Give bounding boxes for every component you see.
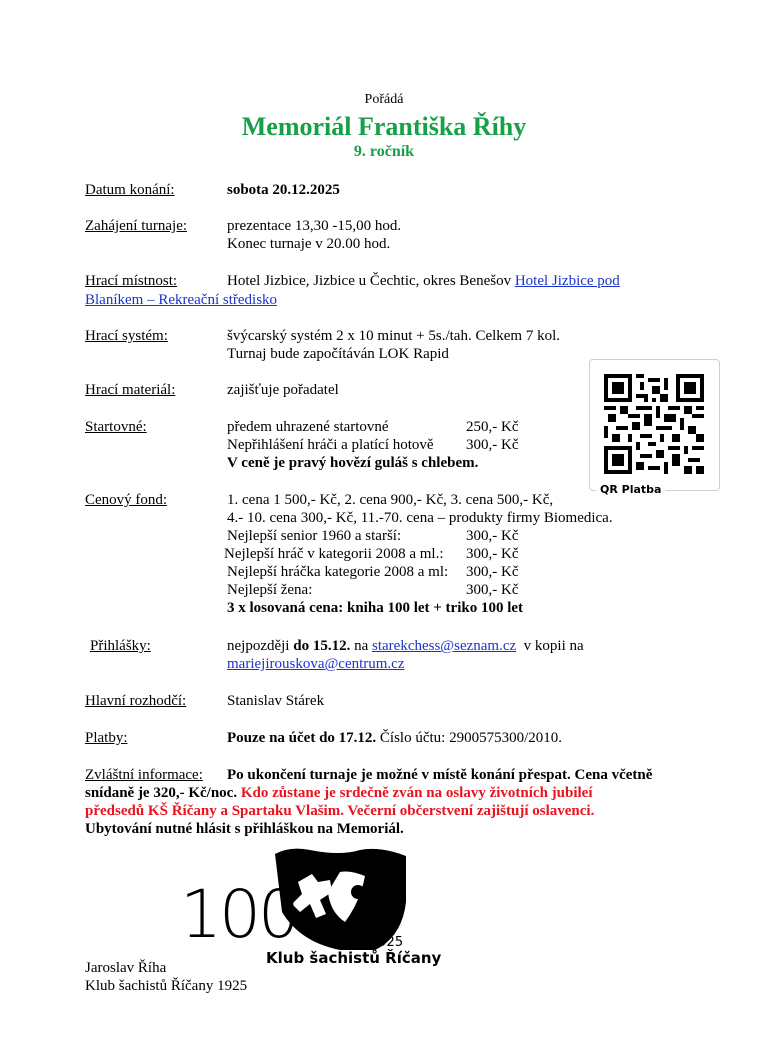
startovne-row1-text: předem uhrazené startovné [227, 419, 389, 435]
fond-label: Cenový fond: [85, 492, 168, 508]
startovne-row1-amount: 250,- Kč [466, 419, 519, 435]
datum-label: Datum konání: [85, 182, 175, 198]
prihlasky-na: na [354, 638, 369, 654]
system-label: Hrací systém: [85, 328, 168, 344]
material-label: Hrací materiál: [85, 382, 176, 398]
zvlastni-line2 [85, 785, 593, 802]
fond-special-amount: 300,- Kč [466, 582, 519, 598]
logo-year: 1925 [370, 935, 404, 950]
hotel-link-continued[interactable]: Blaníkem – Rekreační středisko [85, 292, 278, 308]
platby-rest: Číslo účtu: 2900575300/2010. [379, 730, 563, 746]
mistnost-text: Hotel Jizbice, Jizbice u Čechtic, okres Benešov [227, 273, 512, 289]
qr-payment-box [589, 359, 720, 496]
prihlasky-line1 [227, 638, 584, 655]
qr-caption: QR Platba [596, 483, 665, 496]
platby-bold: Pouze na účet do 17.12. [227, 730, 377, 746]
startovne-row2-text: Nepřihlášení hráči a platící hotově [227, 437, 434, 453]
fond-special-text: Nejlepší hráčka kategorie 2008 a ml: [227, 564, 449, 580]
platby-label: Platby: [85, 730, 128, 746]
zvlastni-invitation: Kdo zůstane je srdečně zván na oslavy životních jubileí [240, 785, 593, 801]
rozhodci-label: Hlavní rozhodčí: [85, 693, 187, 709]
qr-code-icon [604, 374, 704, 474]
system-line2: Turnaj bude započítáván LOK Rapid [227, 346, 449, 362]
zahajeni-line2: Konec turnaje v 20.00 hod. [227, 236, 391, 252]
material-value: zajišťuje pořadatel [227, 382, 339, 398]
fond-special-text: Nejlepší žena: [227, 582, 313, 598]
datum-value: sobota 20.12.2025 [227, 182, 340, 198]
startovne-note: V ceně je pravý hovězí guláš s chlebem. [227, 455, 479, 471]
zahajeni-line1: prezentace 13,30 -15,00 hod. [227, 218, 402, 234]
logo-number: 100 [180, 876, 297, 953]
email-link-jirouskova[interactable]: mariejirouskova@centrum.cz [227, 656, 405, 672]
club-logo [180, 842, 442, 972]
fond-special-text: Nejlepší senior 1960 a starší: [227, 528, 402, 544]
platby-value [227, 730, 562, 747]
startovne-row2-amount: 300,- Kč [466, 437, 519, 453]
edition-label: 9. ročník [353, 143, 415, 160]
mistnost-value [227, 273, 620, 290]
system-line1: švýcarský systém 2 x 10 minut + 5s./tah. Celkem 7 kol. [227, 328, 561, 344]
prihlasky-prefix: nejpozději [227, 638, 290, 654]
prihlasky-label: Přihlášky: [90, 638, 151, 654]
zvlastni-line1: Po ukončení turnaje je možné v místě konání přespat. Cena včetně [227, 767, 653, 783]
prihlasky-deadline: do 15.12. [293, 638, 351, 654]
page-title: Memoriál Františka Říhy [241, 112, 527, 141]
fond-lottery: 3 x losovaná cena: kniha 100 let + triko 100 let [227, 600, 524, 616]
fond-special-amount: 300,- Kč [466, 564, 519, 580]
fond-special-text: Nejlepší hráč v kategorii 2008 a ml.: [224, 546, 444, 562]
rozhodci-value: Stanislav Stárek [227, 693, 325, 709]
mistnost-label: Hrací místnost: [85, 273, 178, 289]
hotel-link[interactable]: Hotel Jizbice pod [514, 273, 620, 289]
organizer-label: Pořádá [364, 92, 404, 107]
signature-name: Jaroslav Říha [85, 960, 167, 976]
zvlastni-price: snídaně je 320,- Kč/noc. [85, 785, 238, 801]
zahajeni-label: Zahájení turnaje: [85, 218, 188, 234]
fond-line1: 1. cena 1 500,- Kč, 2. cena 900,- Kč, 3. cena 500,- Kč, [227, 492, 554, 508]
email-link-starek[interactable]: starekchess@seznam.cz [372, 638, 517, 654]
logo-club-name: Klub šachistů Říčany [266, 949, 442, 967]
fond-special-amount: 300,- Kč [466, 528, 519, 544]
zvlastni-line4: Ubytování nutné hlásit s přihláškou na Memoriál. [85, 821, 404, 837]
fond-line2: 4.- 10. cena 300,- Kč, 11.-70. cena – produkty firmy Biomedica. [227, 510, 613, 526]
signature-club: Klub šachistů Říčany 1925 [85, 978, 248, 994]
fond-special-amount: 300,- Kč [466, 546, 519, 562]
zvlastni-label: Zvláštní informace: [85, 767, 203, 783]
zvlastni-line3: předsedů KŠ Říčany a Spartaku Vlašim. Večerní občerstvení zajištují oslavenci. [85, 803, 595, 819]
prihlasky-copy: v kopii na [523, 638, 584, 654]
startovne-label: Startovné: [85, 419, 147, 435]
